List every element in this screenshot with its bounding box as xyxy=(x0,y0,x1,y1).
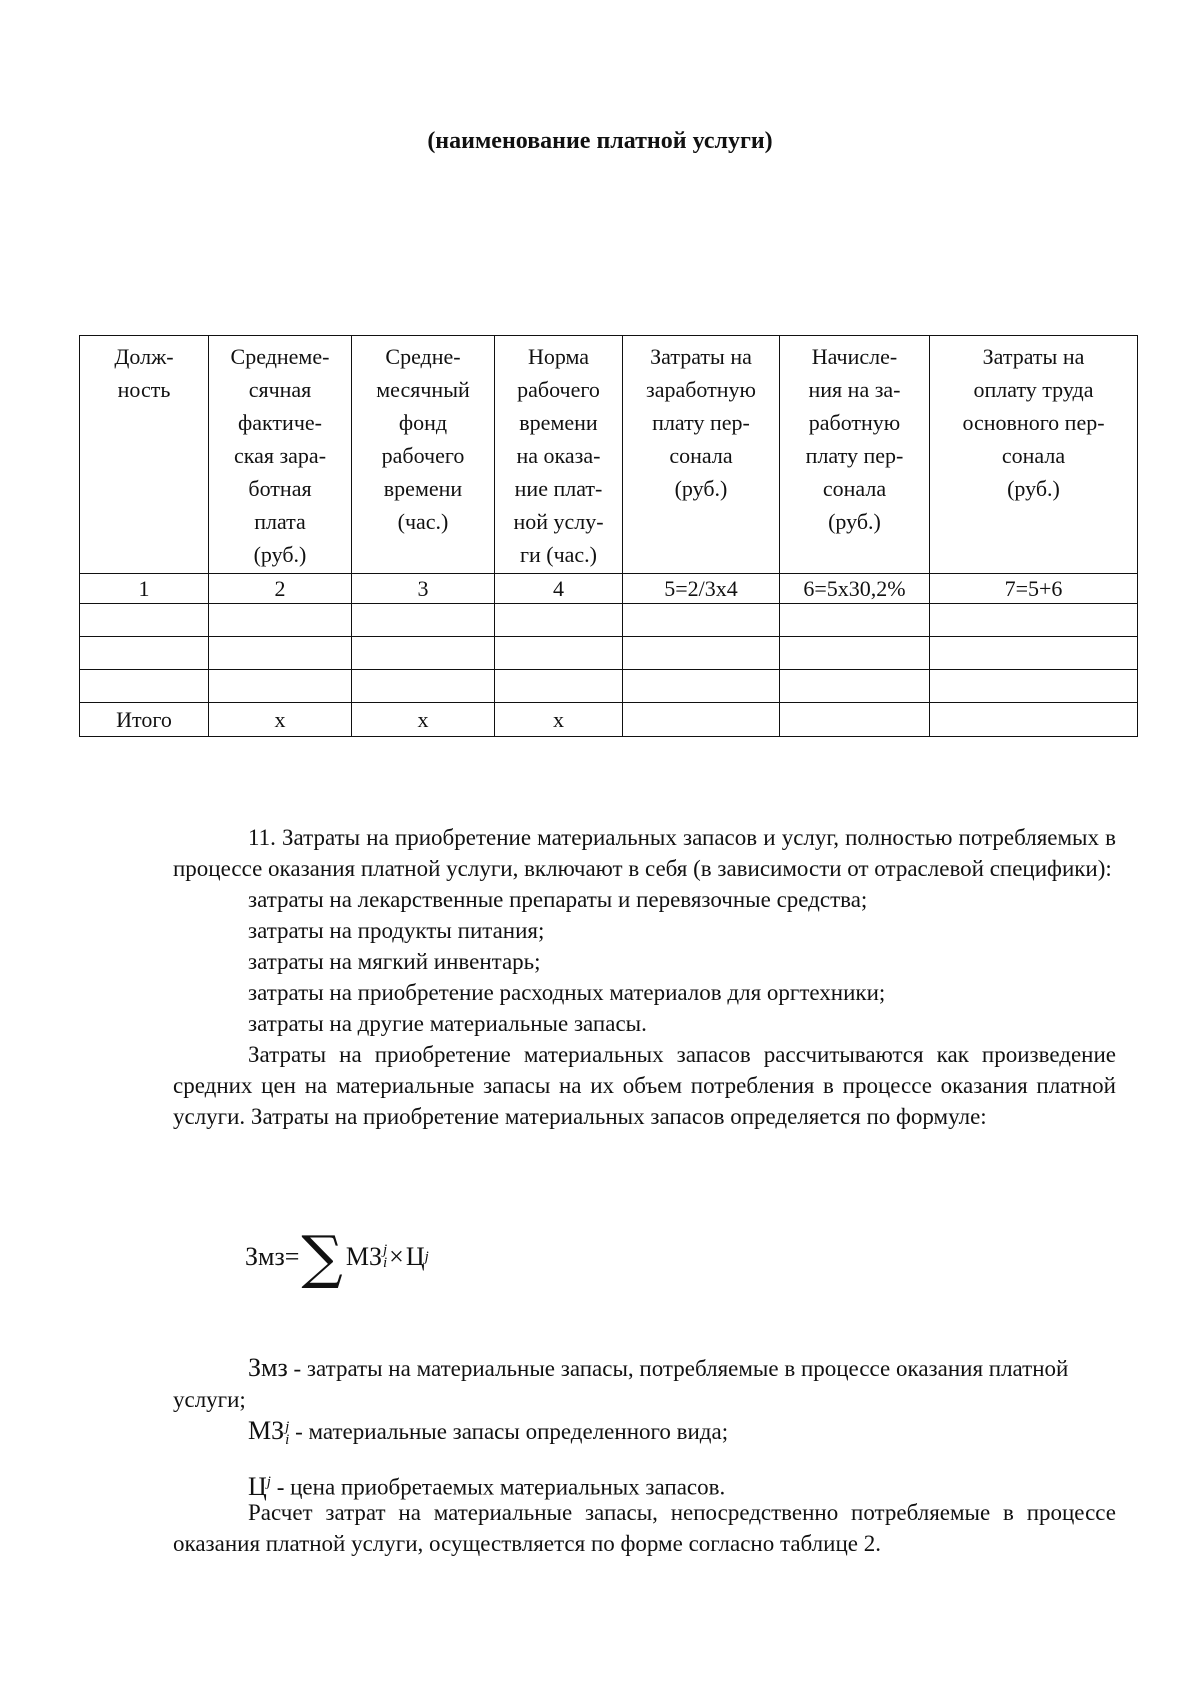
formula-mz-indices xyxy=(383,1244,387,1270)
header-line: Среднеме- xyxy=(230,344,330,369)
legend-mz xyxy=(173,1415,1116,1447)
header-line: плата xyxy=(254,509,306,534)
header-line: ность xyxy=(117,377,171,402)
total-cell: x xyxy=(495,703,623,737)
header-line: месячный xyxy=(376,377,470,402)
table-header-cell xyxy=(780,336,930,574)
total-cell xyxy=(780,703,930,737)
table-header-cell xyxy=(80,336,209,574)
header-line: фонд xyxy=(398,410,448,435)
formula-c-sup: j xyxy=(424,1248,429,1265)
header-line: (руб.) xyxy=(828,509,881,534)
header-line: (руб.) xyxy=(674,476,728,501)
legend-c-symbol: Ц xyxy=(248,1471,267,1501)
header-line: Средне- xyxy=(385,344,461,369)
header-line: ская зара- xyxy=(233,443,327,468)
legend-zmz-symbol: Змз xyxy=(248,1353,288,1382)
header-line: времени xyxy=(519,410,598,435)
legend-c-sup: j xyxy=(266,1474,271,1490)
formula-c: Ц xyxy=(405,1242,425,1271)
header-line: ния на за- xyxy=(808,377,901,402)
column-number-cell: 4 xyxy=(495,574,623,604)
table-header-cell xyxy=(209,336,352,574)
total-cell xyxy=(930,703,1138,737)
header-line: (руб.) xyxy=(1007,476,1060,501)
formula-zmz xyxy=(245,1223,429,1291)
final-paragraph: Расчет затрат на материальные запасы, непосредственно потребляемые в процессе оказания платной услуги, осуществляется по форме согласно таблице 2. xyxy=(173,1500,1116,1556)
table-row xyxy=(80,637,1138,670)
legend-mz-sup: j xyxy=(285,1418,290,1435)
header-line: фактиче- xyxy=(238,410,322,435)
column-number-cell: 3 xyxy=(352,574,495,604)
header-line: Долж- xyxy=(114,344,174,369)
table-row xyxy=(80,670,1138,703)
header-line: сонала xyxy=(822,476,887,501)
header-line: Начисле- xyxy=(811,344,898,369)
list-item: затраты на лекарственные препараты и перевязочные средства; xyxy=(248,887,868,912)
legend-zmz xyxy=(173,1352,1116,1415)
total-cell: x xyxy=(352,703,495,737)
labor-cost-table xyxy=(79,335,1138,737)
table-header-cell xyxy=(623,336,780,574)
header-line: работную xyxy=(808,410,901,435)
list-item: затраты на приобретение расходных материалов для оргтехники; xyxy=(248,980,886,1005)
legend-mz-symbol: МЗ xyxy=(248,1416,285,1445)
list-item: затраты на продукты питания; xyxy=(248,918,545,943)
header-line: рабочего xyxy=(517,377,600,402)
header-line: ной услу- xyxy=(513,509,604,534)
header-line: основного пер- xyxy=(962,410,1105,435)
legend-zmz-text: - затраты на материальные запасы, потребляемые в процессе оказания платной услуги; xyxy=(173,1356,1069,1412)
list-item: затраты на другие материальные запасы. xyxy=(248,1011,647,1036)
total-cell: x xyxy=(209,703,352,737)
header-line: плату пер- xyxy=(805,443,904,468)
total-cell: Итого xyxy=(80,703,209,737)
table-row xyxy=(80,604,1138,637)
table-column-number-row xyxy=(80,574,1138,604)
legend-c-text: - цена приобретаемых материальных запасов. xyxy=(270,1474,726,1500)
column-number-cell: 2 xyxy=(209,574,352,604)
paragraph-calculation: Затраты на приобретение материальных запасов рассчитываются как произведение средних цен на материальные запасы на их объем потребления в процессе оказания платной услуги. Затраты на приобретение материальных запасов определяется по формуле: xyxy=(173,1042,1116,1129)
formula-lhs: Змз xyxy=(245,1242,285,1271)
table-header-cell xyxy=(495,336,623,574)
header-line: оплату труда xyxy=(973,377,1094,402)
header-line: (руб.) xyxy=(253,542,307,567)
header-line: (час.) xyxy=(397,509,449,534)
service-name-heading: (наименование платной услуги) xyxy=(427,128,773,154)
header-line: Затраты на xyxy=(982,344,1085,369)
column-number-cell: 5=2/3x4 xyxy=(623,574,780,604)
table-header-cell xyxy=(930,336,1138,574)
paragraph-11: 11. Затраты на приобретение материальных запасов и услуг, полностью потребляемых в процессе оказания платной услуги, включают в себя (в зависимости от отраслевой специфики): xyxy=(173,825,1116,881)
header-line: времени xyxy=(383,476,463,501)
section-11 xyxy=(173,822,1116,1132)
list-item: затраты на мягкий инвентарь; xyxy=(248,949,541,974)
header-line: заработную xyxy=(646,377,756,402)
formula-mz-sup: j xyxy=(382,1242,388,1258)
header-line: рабочего xyxy=(381,443,465,468)
header-line: плату пер- xyxy=(652,410,750,435)
header-line: сонала xyxy=(669,443,733,468)
final-paragraph-block xyxy=(173,1497,1116,1559)
header-line: сонала xyxy=(1001,443,1066,468)
column-number-cell: 7=5+6 xyxy=(930,574,1138,604)
legend-mz-sub: i xyxy=(285,1431,290,1448)
total-cell xyxy=(623,703,780,737)
table-header-cell xyxy=(352,336,495,574)
column-number-cell: 6=5x30,2% xyxy=(780,574,930,604)
sum-symbol: ∑ xyxy=(301,1223,343,1291)
header-line: на оказа- xyxy=(516,443,601,468)
formula-equals: = xyxy=(284,1242,300,1271)
formula-mz-sub: i xyxy=(382,1255,388,1271)
table-total-row xyxy=(80,703,1138,737)
formula-times: × xyxy=(389,1242,404,1271)
legend-mz-text: - материальные запасы определенного вида; xyxy=(289,1419,729,1444)
header-line: ботная xyxy=(248,476,312,501)
header-line: сячная xyxy=(248,377,312,402)
header-line: Затраты на xyxy=(650,344,752,369)
header-line: ги (час.) xyxy=(519,542,598,567)
table-header-row xyxy=(80,336,1138,574)
header-line: Норма xyxy=(527,344,590,369)
header-line: ние плат- xyxy=(514,476,603,501)
formula-mz: МЗ xyxy=(345,1242,382,1271)
column-number-cell: 1 xyxy=(80,574,209,604)
